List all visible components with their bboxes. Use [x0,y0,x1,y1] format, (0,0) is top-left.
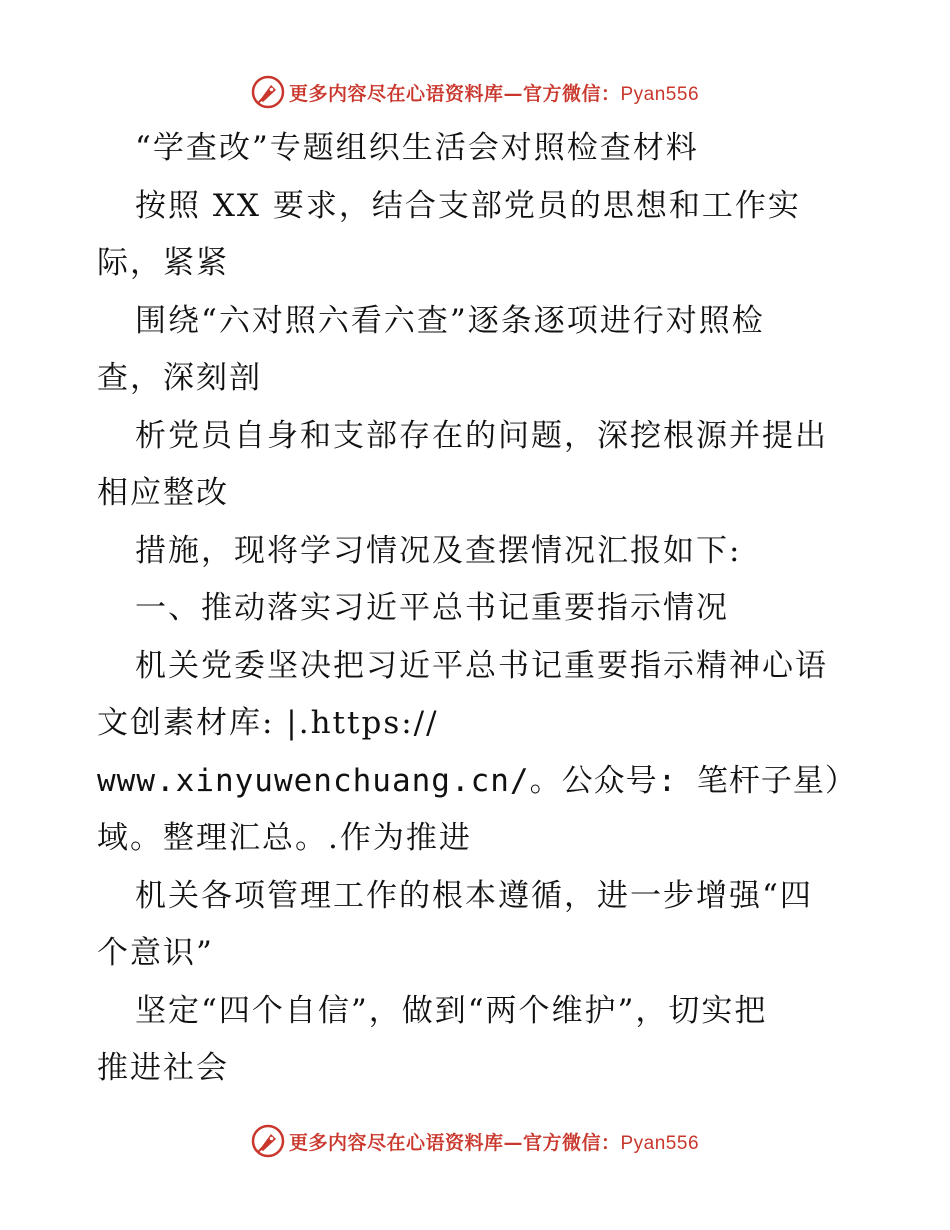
text-line: 机关各项管理工作的根本遵循，进一步增强“四 [135,877,813,914]
text-line: 文创素材库: |.https:// [97,705,439,741]
text-line: 查，深刻剖 [97,360,262,396]
text-line: 措施，现将学习情况及查摆情况汇报如下: [135,532,742,569]
watermark-text: 更多内容尽在心语资料库—官方微信：Pyan556 [288,1131,700,1154]
section-heading: 一、推动落实习近平总书记重要指示情况 [135,590,729,626]
text-line: 析党员自身和支部存在的问题，深挖根源并提出 [135,417,828,454]
header-watermark [0,72,950,112]
text-line: 按照 XX 要求，结合支部党员的思想和工作实 [135,187,801,224]
watermark-text: 更多内容尽在心语资料库—官方微信：Pyan556 [288,82,700,105]
text-line: 围绕“六对照六看六查”逐条逐项进行对照检 [135,302,765,339]
pen-nib-logo-icon [251,75,285,109]
text-line: 坚定“四个自信”，做到“两个维护”，切实把 [135,992,768,1029]
text-line-url: www.xinyuwenchuang.cn/。公众号: 笔杆子星） [97,762,857,799]
text-line: 域。整理汇总。.作为推进 [97,820,472,856]
footer-watermark [0,1121,950,1161]
document-body [97,120,857,1098]
text-line: 相应整改 [97,475,229,511]
document-title: “学查改”专题组织生活会对照检查材料 [135,130,699,166]
text-line: 推进社会 [97,1050,229,1086]
text-line: 机关党委坚决把习近平总书记重要指示精神心语 [135,647,828,684]
pen-nib-logo-icon [251,1124,285,1158]
text-line: 际，紧紧 [97,245,229,281]
text-line: 个意识” [97,935,214,971]
